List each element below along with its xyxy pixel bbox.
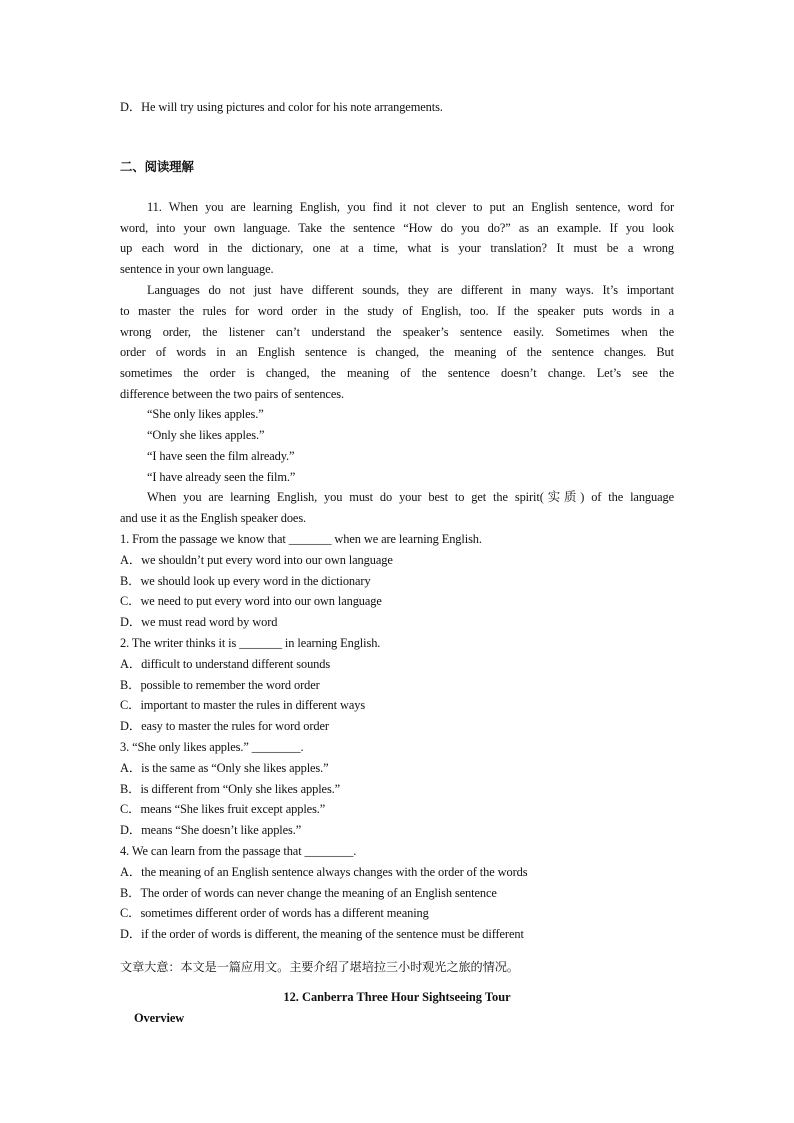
option-a: A．difficult to understand different sounds bbox=[120, 657, 331, 671]
passage-line: sometimes the order is changed, the meaning of the sentence doesn’t change. Let’s see the bbox=[120, 366, 674, 380]
option-c: C．means “She likes fruit except apples.” bbox=[120, 802, 326, 816]
option-c: C．sometimes different order of words has a different meaning bbox=[120, 906, 429, 920]
example-sentence: “Only she likes apples.” bbox=[147, 428, 265, 442]
option-b: B．we should look up every word in the dictionary bbox=[120, 574, 371, 588]
passage-line: sentence in your own language. bbox=[120, 262, 274, 276]
option-d: D．if the order of words is different, the meaning of the sentence must be different bbox=[120, 927, 524, 941]
question-stem: 1. From the passage we know that _______ when we are learning English. bbox=[120, 532, 482, 546]
option-b: B．possible to remember the word order bbox=[120, 678, 320, 692]
passage-line: word, into your own language. Take the sentence “How do you do?” as an example. If you look bbox=[120, 221, 674, 235]
passage-12-title: 12. Canberra Three Hour Sightseeing Tour bbox=[283, 990, 511, 1004]
passage-line: order of words in an English sentence is changed, the meaning of the sentence changes. But bbox=[120, 345, 674, 359]
passage-line: When you are learning English, you must do your best to get the spirit(实质) of the language bbox=[147, 490, 674, 504]
option-b: B．is different from “Only she likes apples.” bbox=[120, 782, 341, 796]
option-d: D．we must read word by word bbox=[120, 615, 278, 629]
passage-line: and use it as the English speaker does. bbox=[120, 511, 307, 525]
section-heading: 二、阅读理解 bbox=[120, 159, 194, 174]
prev-question-option-d: D．He will try using pictures and color for his note arrangements. bbox=[120, 100, 443, 114]
passage-line: up each word in the dictionary, one at a time, what is your translation? It must be a wrong bbox=[120, 241, 674, 255]
option-c: C．important to master the rules in different ways bbox=[120, 698, 366, 712]
article-summary: 文章大意：本文是一篇应用文。主要介绍了堪培拉三小时观光之旅的情况。 bbox=[120, 960, 519, 974]
question-stem: 2. The writer thinks it is _______ in learning English. bbox=[120, 636, 381, 650]
option-d: D．easy to master the rules for word order bbox=[120, 719, 329, 733]
question-stem: 3. “She only likes apples.” ________. bbox=[120, 740, 304, 754]
passage-line: difference between the two pairs of sentences. bbox=[120, 387, 344, 401]
passage-line: Languages do not just have different sounds, they are different in many ways. It’s important bbox=[147, 283, 674, 297]
option-d: D．means “She doesn’t like apples.” bbox=[120, 823, 302, 837]
option-a: A．the meaning of an English sentence always changes with the order of the words bbox=[120, 865, 528, 879]
overview-heading: Overview bbox=[134, 1011, 185, 1025]
option-a: A．is the same as “Only she likes apples.” bbox=[120, 761, 329, 775]
example-sentence: “I have seen the film already.” bbox=[147, 449, 295, 463]
option-a: A．we shouldn’t put every word into our own language bbox=[120, 553, 393, 567]
passage-line: wrong order, the listener can’t understand the speaker’s sentence easily. Sometimes when the bbox=[120, 325, 674, 339]
passage-line: 11. When you are learning English, you find it not clever to put an English sentence, word for bbox=[147, 200, 674, 214]
option-b: B．The order of words can never change the meaning of an English sentence bbox=[120, 886, 497, 900]
question-stem: 4. We can learn from the passage that ________. bbox=[120, 844, 357, 858]
example-sentence: “She only likes apples.” bbox=[147, 407, 264, 421]
passage-line: to master the rules for word order in the study of English, too. If the speaker puts words in a bbox=[120, 304, 674, 318]
example-sentence: “I have already seen the film.” bbox=[147, 470, 296, 484]
option-c: C．we need to put every word into our own language bbox=[120, 594, 382, 608]
